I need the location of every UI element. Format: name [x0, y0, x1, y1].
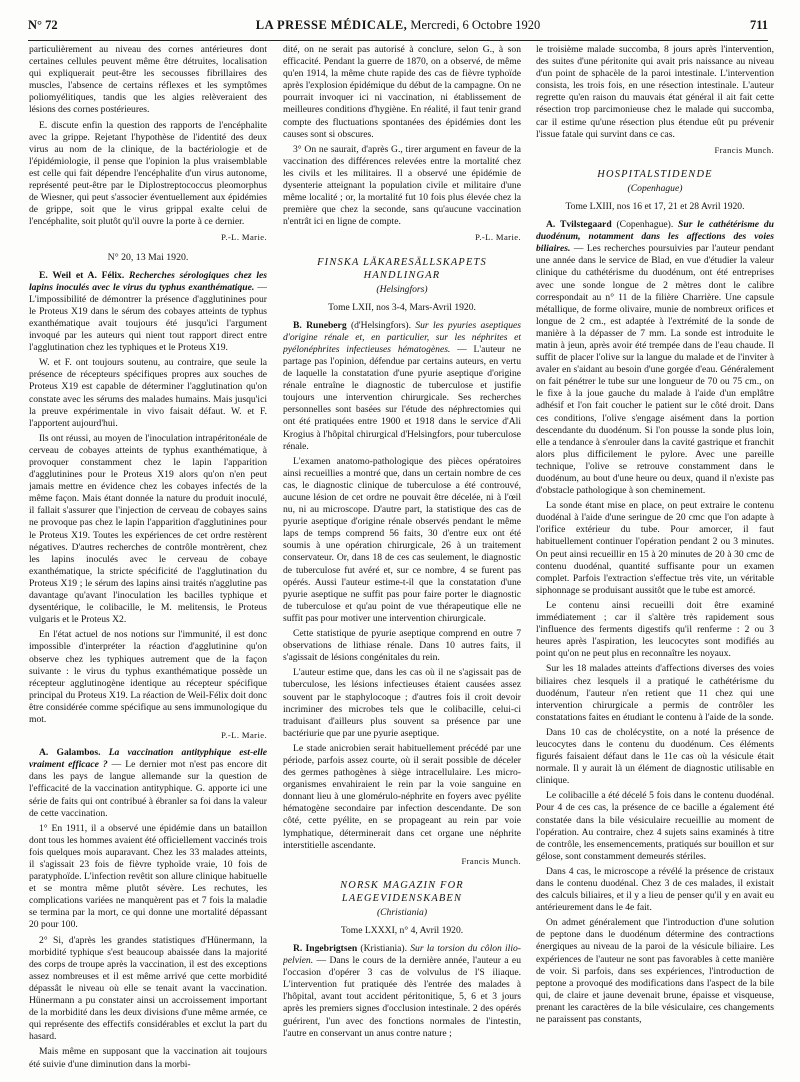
paragraph: 3° On ne saurait, d'après G., tirer argument en faveur de la vaccination des différences relevées entre la mortalité chez les civils et les militaires. Il a observé une épidémie de dysenterie atteignant la population civile et militaire d'une même localité ; or, la mortalité fut 10 fois plus élevée chez la première que chez la seconde, sans qu'aucune vaccination n'entrât ici en ligne de compte. — [283, 143, 521, 228]
paragraph: particulièrement au niveau des cornes antérieures dont certaines cellules peuvent même être détruites, localisation qui expliquerait peut-être les secousses fibrillaires des muscles, l'absence de certains réflexes et les symptômes poliomyélitiques, tandis que les algies relèveraient des lésions des cornes postérieures. — [29, 44, 267, 116]
journal-city: (Christiania) — [376, 906, 428, 918]
article-text: — Le dernier mot n'est pas encore dit dans les pays de langue allemande sur la question de l'efficacité de la vaccination antityphique. G. apporte ici une série de faits qui ont contribué à ébranler sa foi dans la valeur de cette vaccination. — [29, 759, 267, 819]
article-text: — Dans le cours de la dernière année, l'auteur a eu l'occasion d'opérer 3 cas de volvulus de l'S iliaque. L'intervention fut pratiquée dès l'entrée des malades à l'hôpital, avant tout accident péritonitique, 5, 6 et 3 jours après les premiers signes d'occlusion intestinale. 2 des opérés guérirent, l'un avec des fonctions normales de l'intestin, l'autre en conservant un anus contre nature ; — [283, 955, 521, 1039]
article-title: Recherches sérologiques chez les lapins inoculés avec le virus du typhus exanthématique. — [29, 269, 267, 293]
paragraph: 1° En 1911, il a observé une épidémie dans un bataillon dont tous les hommes avaient été officiellement vaccinés trois fois quelques mois auparavant. Chez les 33 malades atteints, il s'agissait 23 fois de fièvre typhoïde vraie, 10 fois de paratyphoïde. L'infection revêtit son allure clinique habituelle et se montra même plutôt sévère. Les rechutes, les complications variées ne manquèrent pas et 7 fois la maladie se termina par la mort, ce qui donne une mortalité dépassant 20 pour 100. — [29, 822, 267, 931]
paragraph: Le contenu ainsi recueilli doit être examiné immédiatement ; car il s'altère très rapidement sous l'influence des ferments digestifs qu'il renferme : 2 ou 3 heures après l'aspiration, les leucocytes sont modifiés au point qu'on ne peut plus en reconnaître les noyaux. — [536, 599, 774, 660]
paragraph: Dans 10 cas de cholécystite, on a noté la présence de leucocytes dans le contenu du duodénum. Ces éléments figurés faisaient défaut dans le 11e cas où la vésicule était normale. Il y aurait là un élément de diagnostic utilisable en clinique. — [536, 726, 774, 787]
article-ingebrigtsen — [283, 943, 521, 1040]
page-header — [28, 18, 768, 41]
column-left — [29, 44, 267, 1074]
journal-title: NORSK MAGAZIN FOR LAEGEVIDENSKABEN — [340, 879, 464, 904]
issue-number: N° 72 — [28, 18, 58, 32]
article-location: (Copenhague). — [616, 219, 674, 231]
paragraph: W. et F. ont toujours soutenu, au contraire, que seule la présence de récepteurs spécifiques propres aux souches de Proteus X19 est capable de déterminer l'agglutination qu'on constate avec les sérums des malades humains. Mais jusqu'ici la preuve expérimentale in vivo faisait défaut. W. et F. l'apportent aujourd'hui. — [29, 357, 267, 429]
article-text: — L'impossibilité de démontrer la présence d'agglutinines pour le Proteus X19 dans le sérum des cobayes atteints de typhus exanthématique avait toujours été jusqu'ici l'argument invoqué par les auteurs qui nient tout rapport direct entre l'agglutination chez les typhiques et le Proteus X19. — [29, 281, 267, 354]
paragraph: Dans 4 cas, le microscope a révélé la présence de cristaux dans le contenu duodénal. Chez 3 de ces malades, il existait des calculs biliaires, et il y a lieu de penser qu'il y en avait eu antérieurement dans le 4e fait. — [536, 865, 774, 914]
paragraph: Mais même en supposant que la vaccination ait toujours été suivie d'une diminution dans la morbi- — [29, 1046, 267, 1070]
column-right — [536, 44, 774, 1074]
article-title: La vaccination antityphique est-elle vraiment efficace ? — [29, 747, 267, 771]
journal-issue: Tome LXII, nos 3-4, Mars-Avril 1920. — [328, 301, 476, 313]
paragraph: le troisième malade succomba, 8 jours après l'intervention, des suites d'une péritonite qui avait pris naissance au niveau d'un point de sphacèle de la paroi intestinale. L'intervention consista, les trois fois, en une résection intestinale. L'auteur regrette qu'en raison du mauvais état général il ait fait cette résection trop parcimonieuse chez le malade qui succomba, car il estime qu'une résection plus étendue eût pu prévenir l'issue fatale qui survint dans ce cas. — [536, 44, 774, 140]
author-signature: Francis Munch. — [714, 144, 774, 155]
paragraph: E. discute enfin la question des rapports de l'encéphalite avec la grippe. Rejetant l'hypothèse de l'identité des deux virus au nom de la clinique, de la bactériologie et de l'épidémiologie, il pense que l'opinion la plus vraisemblable est celle qui fait dépendre l'encéphalite d'un virus autonome, représenté peut-être par le Diplostreptococcus pleomorphus de Wiesner, qui peut s'associer éventuellement aux épidémies de grippe, soit que le virus grippal exalte celui de l'encéphalite, soit plutôt qu'il ouvre la porte à ce dernier. — [29, 119, 267, 228]
paragraph: La sonde étant mise en place, on peut extraire le contenu duodénal à l'aide d'une seringue de 20 cmc que l'on adapte à l'orifice extérieur du tube. Pour amorcer, il faut habituellement continuer l'opération pendant 2 ou 3 minutes. On peut ainsi recueillir en 15 à 20 minutes de 20 à 30 cmc de contenu duodénal, quantité suffisante pour un examen complet. Parfois l'extraction s'effectue très vite, un véritable siphonnage se produisant aussitôt que le tube est amorcé. — [536, 500, 774, 596]
author-signature: Francis Munch. — [461, 855, 521, 866]
issue-date: Mercredi, 6 Octobre 1920 — [410, 18, 541, 32]
article-author: B. Runeberg — [293, 319, 347, 331]
journal-issue: Tome LXIII, nos 16 et 17, 21 et 28 Avril 1920. — [565, 200, 745, 212]
author-signature: P.-L. Marie. — [221, 730, 267, 741]
page-number: 711 — [749, 18, 768, 32]
paragraph: 2° Si, d'après les grandes statistiques d'Hünermann, la morbidité typhique s'est beaucoup abaissée dans la majorité des corps de troupe après la vaccination, il est des exceptions assez nombreuses et il est même arrivé que cette morbidité dépassât le niveau où elle se tenait avant la vaccination. Hünermann a pu constater ainsi un accroissement important de la morbidité dans les deux divisions d'une même armée, ce qui représente des effectifs considérables et exclut la part du hasard. — [29, 934, 267, 1043]
journal-name: LA PRESSE MÉDICALE, — [255, 18, 408, 32]
article-location: (d'Helsingfors). — [350, 319, 412, 331]
issue-heading: N° 20, 13 Mai 1920. — [107, 251, 189, 263]
paragraph: L'examen anatomo-pathologique des pièces opératoires ainsi recueillies a montré que, dans un certain nombre de ces cas, le diagnostic clinique de tuberculose a été controuvé, aucune lésion de cet ordre ne pouvait être décelée, ni à l'œil nu, ni au microscope. D'autre part, la statistique des cas de pyurie aseptique d'origine rénale observés pendant le même laps de temps comprend 56 faits, 30 d'entre eux ont été soumis à une opération chirurgicale, 26 à un traitement conservateur. Or, dans 18 de ces cas seulement, le diagnostic de tuberculose fut avéré et, sur ce nombre, 4 se furent pas opérés. Aussi l'auteur estime-t-il que la constatation d'une pyurie aseptique ne suffit pas pour faire porter le diagnostic de tuberculose et qu'au point de vue thérapeutique elle ne suffit pas pour motiver une intervention chirurgicale. — [283, 455, 521, 624]
article-weil-felix — [29, 270, 267, 355]
article-title: Sur le cathétérisme du duodénum, notamment dans les affections des voies biliaires. — [536, 219, 774, 255]
article-author: R. Ingebrigtsen — [293, 943, 358, 954]
article-runeberg — [283, 320, 521, 453]
journal-issue: Tome LXXXI, n° 4, Avril 1920. — [340, 924, 464, 936]
author-signature: P.-L. Marie. — [221, 232, 267, 243]
article-title: Sur les pyuries aseptiques d'origine rénale et, en particulier, sur les néphrites et pyélonéphrites infectieuses hématogènes. — [283, 319, 521, 355]
paragraph: En l'état actuel de nos notions sur l'immunité, il est donc impossible d'interpréter la réaction d'agglutinine qu'on observe chez les typhiques autrement que de la façon suivante : le virus du typhus exanthématique possède un récepteur agglutinogène identique au récepteur spécifique principal du Proteus X19. La réaction de Weil-Félix doit donc être considérée comme spécifique au sens immunologique du mot. — [29, 629, 267, 725]
paragraph: dité, on ne serait pas autorisé à conclure, selon G., à son efficacité. Pendant la guerre de 1870, on a observé, de même qu'en 1914, la même chute rapide des cas de fièvre typhoïde après l'explosion épidémique du début de la campagne. On ne pourrait invoquer ici ni vaccination, ni établissement de meilleures conditions d'hygiène. En réalité, il faut tenir grand compte des fluctuations spontanées des épidémies dont les causes sont si obscures. — [283, 44, 521, 140]
paragraph: On admet généralement que l'introduction d'une solution de peptone dans le duodénum détermine des contractions énergiques au niveau de la paroi de la vésicule biliaire. Les expériences de l'auteur ne sont pas favorables à cette manière de voir. Si parfois, dans ses expériences, l'introduction de peptone a provoqué des modifications dans l'aspect de la bile qui, de claire et jaune devenait brune, épaisse et visqueuse, prenant les caractères de la bile vésiculaire, ces changements ne paraissent pas constants, — [536, 917, 774, 1026]
paragraph: Ils ont réussi, au moyen de l'inoculation intrapéritonéale de cerveau de cobayes atteints de typhus exanthématique, à provoquer constamment chez le lapin l'apparition d'agglutinines pour le Proteus X19 alors qu'on n'en peut jamais mettre en évidence chez les cobayes infectés de la même façon. Mais étant donnée la nature du produit inoculé, il fallait s'assurer que l'injection de cerveau de cobayes sains ne provoque pas chez le lapin l'apparition d'agglutinines pour le Proteus X19. Toutes les expériences de cet ordre restèrent négatives. D'autres recherches de contrôle montrèrent, chez les lapins inoculés avec le cerveau de cobaye exanthématique, la stricte spécificité de l'agglutination du Proteus X19 ; le sérum des lapins ainsi traités n'agglutine pas davantage qu'avant l'inoculation les bacilles typhique et dysentérique, le colibacille, le M. melitensis, le Proteus vulgaris et le Proteus X2. — [29, 432, 267, 626]
paragraph: L'auteur estime que, dans les cas où il ne s'agissait pas de tuberculose, les lésions infectieuses étaient causées assez souvent par le staphylocoque ; d'autres fois il croit devoir incriminer des microbes tels que le colibacille, celui-ci traduisant d'ailleurs plus souvent sa présence par une bactériurie que par une pyurie aseptique. — [283, 667, 521, 739]
article-text: — L'auteur ne partage pas l'opinion, défendue par certains auteurs, en vertu de laquelle la constatation d'une pyurie aseptique d'origine rénale entraîne le diagnostic de tuberculose et justifie toujours une intervention chirurgicale. Ses recherches personnelles sont basées sur l'étude des néphrectomies qui ont été pratiquées entre 1900 et 1918 dans le service d'Ali Krogius à l'hôpital chirurgical d'Helsingfors, pour tuberculose rénale. — [283, 343, 521, 452]
article-author: A. Tvilstegaard — [546, 219, 612, 231]
journal-city: (Helsingfors) — [376, 283, 428, 295]
article-location: (Kristiania). — [360, 943, 408, 954]
journal-title: FINSKA LÄKARESÄLLSKAPETS HANDLINGAR — [317, 256, 487, 281]
article-tvilstegaard — [536, 219, 774, 497]
journal-title: HOSPITALSTIDENDE — [597, 168, 713, 180]
article-author: A. Galambos. — [39, 747, 101, 759]
article-galambos — [29, 747, 267, 820]
article-title: Sur la torsion du côlon ilio-pelvien. — [283, 943, 521, 967]
journal-city: (Copenhague) — [627, 182, 683, 194]
author-signature: P.-L. Marie. — [475, 232, 521, 243]
paragraph: Sur les 18 malades atteints d'affections diverses des voies biliaires chez lesquels il a pratiqué le cathétérisme du duodénum, l'auteur n'en retient que 11 chez qui une intervention chirurgicale a permis de contrôler les constatations faites en étudiant le contenu à l'aide de la sonde. — [536, 663, 774, 723]
paragraph: Le colibacille a été décelé 5 fois dans le contenu duodénal. Pour 4 de ces cas, la présence de ce bacille a également été constatée dans la bile vésiculaire recueillie au moment de l'opération. Au contraire, chez 4 sujets sains examinés à titre de contrôle, les ensemencements, pratiqués sur bouillon et sur gélose, sont constamment demeurés stériles. — [536, 790, 774, 862]
column-middle — [283, 44, 521, 1074]
article-text: — Les recherches poursuivies par l'auteur pendant une année dans le service de Blad, en vue d'étudier la valeur clinique du cathétérisme du duodénum, ont été entreprises avec une sonde longue de 2 mètres dont le calibre correspondait au n° 11 de la filière Charrière. Une capsule métallique, de forme olivaire, munie de nombreux orifices et longue de 2 cm., est adaptée à l'extrémité de la sonde de manière à la dépasser de 7 mm. La sonde est introduite le matin à jeun, après avoir été trempée dans de l'eau chaude. Il suffit de placer l'olive sur la langue du malade et de l'inviter à avaler en s'aidant au besoin d'une gorgée d'eau. Généralement on fait pénétrer le tube sur une longueur de 70 ou 75 cm., on le fixe à la joue gauche du malade à l'aide d'un emplâtre adhésif et l'on fait coucher le patient sur le côté droit. Dans ces conditions, l'olive s'engage aisément dans la portion descendante du duodénum. Si l'on pousse la sonde plus loin, elle a tendance à s'enrouler dans la cavité gastrique et franchit alors plus difficilement le pylore. Avec une pareille technique, l'olive se retrouve constamment dans le duodénum, au bout d'une heure ou deux, quand il n'existe pas d'obstacle pathologique à son cheminement. — [536, 243, 774, 497]
paragraph: Cette statistique de pyurie aseptique comprend en outre 7 observations de lithiase rénale. Dans 10 autres faits, il s'agissait de lésions congénitales du rein. — [283, 628, 521, 664]
running-title — [28, 18, 768, 33]
article-author: E. Weil et A. Félix. — [39, 269, 125, 281]
paragraph: Le stade anicrobien serait habituellement précédé par une période, parfois assez courte, où il serait possible de déceler des germes pathogènes à siège intracellulaire. Les micro-organismes envahiraient le rein par la voie sanguine en donnant lieu à une glomérulo-néphrite en foyers avec pyélite hématogène secondaire par infection descendante. De son côté, cette pyélite, en se propageant au rein par voie lymphatique, déterminerait dans cet organe une néphrite interstitielle ascendante. — [283, 742, 521, 851]
